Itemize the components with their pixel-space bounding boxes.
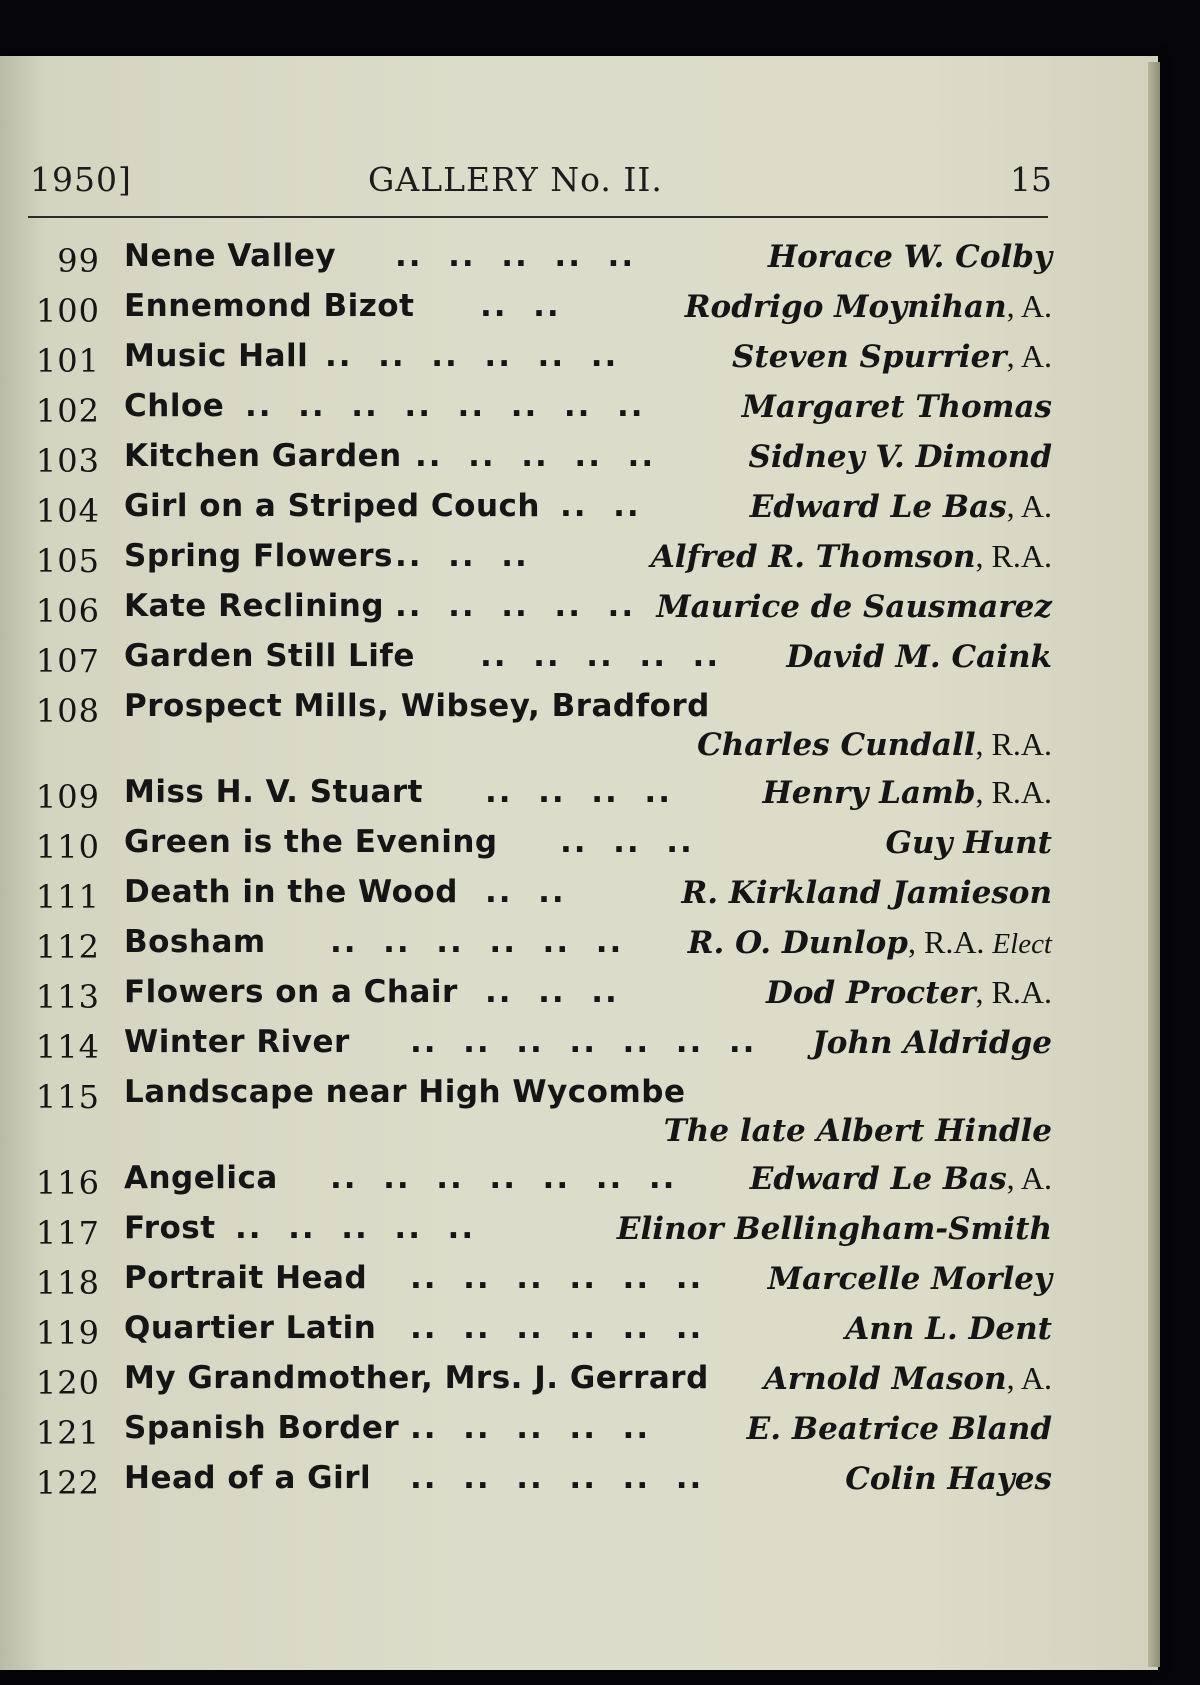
entry [0, 1410, 1158, 1460]
entry-title: Death in the Wood [124, 874, 458, 910]
entry-leader: .. .. .. [560, 824, 694, 860]
entry [0, 1160, 1158, 1210]
entry-number: 110 [35, 828, 100, 866]
artist-name: Edward Le Bas [749, 489, 1007, 525]
artist-name: Edward Le Bas [749, 1161, 1007, 1197]
entry-number: 106 [35, 592, 100, 630]
artist-name: R. O. Dunlop [687, 925, 908, 961]
artist-name: Colin Hayes [845, 1461, 1052, 1497]
artist-name: Sidney V. Dimond [748, 439, 1052, 475]
artist-name: E. Beatrice Bland [746, 1411, 1052, 1447]
entry-title: Angelica [124, 1160, 278, 1196]
entry-title: Frost [124, 1210, 216, 1246]
entry-artist [749, 438, 1052, 475]
entry-title: Prospect Mills, Wibsey, Bradford [124, 688, 710, 724]
artist-suffix: , A. [1006, 338, 1052, 374]
entry-number: 105 [35, 542, 100, 580]
entry-artist [617, 1210, 1052, 1247]
entry [0, 238, 1158, 288]
entry [0, 638, 1158, 688]
entry-artist [768, 1260, 1052, 1297]
entry-artist [697, 726, 1052, 763]
artist-name: Rodrigo Moynihan [684, 289, 1007, 325]
artist-suffix: , R.A. [975, 774, 1052, 810]
entry-leader: .. .. [560, 488, 641, 524]
artist-suffix-elect: Elect [992, 928, 1052, 960]
entry-leader: .. .. .. [395, 538, 529, 574]
entry-leader: .. .. .. .. .. .. .. .. [245, 388, 645, 424]
entry-leader: .. .. [485, 874, 566, 910]
entry-leader: .. .. .. .. .. .. [410, 1310, 704, 1346]
artist-name: Charles Cundall [697, 727, 976, 763]
entry-number: 115 [35, 1078, 100, 1116]
entry [0, 1260, 1158, 1310]
entry-number: 109 [35, 778, 100, 816]
entry-leader: .. .. .. .. .. .. [330, 924, 624, 960]
entry [0, 1210, 1158, 1260]
entry [0, 874, 1158, 924]
entry [0, 974, 1158, 1024]
entry-artist [656, 588, 1052, 625]
entry-artist [750, 488, 1052, 525]
artist-name: John Aldridge [812, 1025, 1052, 1061]
entry-number: 112 [35, 928, 100, 966]
entry-number: 107 [35, 642, 100, 680]
artist-name: Margaret Thomas [741, 389, 1052, 425]
entry-title: My Grandmother, Mrs. J. Gerrard [124, 1360, 709, 1396]
entry-title: Kitchen Garden [124, 438, 402, 474]
header-rule [28, 216, 1048, 218]
entry-title: Kate Reclining [124, 588, 385, 624]
artist-name: Steven Spurrier [732, 339, 1007, 375]
entry-number: 121 [35, 1414, 100, 1452]
entry-artist [768, 238, 1052, 275]
artist-suffix: , R.A. [975, 726, 1052, 762]
entry [0, 438, 1158, 488]
entry [0, 824, 1158, 874]
entry-leader: .. .. .. .. .. .. [410, 1260, 704, 1296]
entry-title: Quartier Latin [124, 1310, 377, 1346]
entry [0, 1024, 1158, 1074]
entry-leader: .. .. [480, 288, 561, 324]
artist-name: Guy Hunt [885, 825, 1052, 861]
header-year: 1950] [30, 160, 132, 199]
entry [0, 338, 1158, 388]
entry-title: Portrait Head [124, 1260, 368, 1296]
entry-title: Ennemond Bizot [124, 288, 415, 324]
header-page-number: 15 [1010, 160, 1052, 199]
entry-number: 113 [35, 978, 100, 1016]
entry-number: 119 [35, 1314, 100, 1352]
entry [0, 1310, 1158, 1360]
entry-leader: .. .. .. .. .. [410, 1410, 651, 1446]
artist-suffix: , R.A. [975, 974, 1052, 1010]
artist-name: Arnold Mason [763, 1361, 1007, 1397]
entry-artist [845, 1310, 1052, 1347]
entry-title: Nene Valley [124, 238, 337, 274]
entry-title: Green is the Evening [124, 824, 498, 860]
entry-artist [682, 874, 1052, 911]
entry-artist [750, 1160, 1052, 1197]
entry [0, 388, 1158, 438]
entry-artist [812, 1024, 1052, 1061]
artist-name: Ann L. Dent [845, 1311, 1052, 1347]
artist-name: Elinor Bellingham-Smith [616, 1211, 1052, 1247]
entry-leader: .. .. .. .. .. [395, 588, 636, 624]
entry [0, 488, 1158, 538]
entry-title: Landscape near High Wycombe [124, 1074, 686, 1110]
entry-artist [688, 924, 1052, 961]
entry [0, 1074, 1158, 1160]
entry-number: 114 [35, 1028, 100, 1066]
entry-artist [651, 538, 1052, 575]
entry-leader: .. .. .. .. .. [480, 638, 721, 674]
entry-title: Music Hall [124, 338, 309, 374]
header-title: GALLERY No. II. [368, 160, 663, 199]
entry-title: Spring Flowers [124, 538, 393, 574]
entry [0, 1360, 1158, 1410]
entry-number: 103 [35, 442, 100, 480]
entry-leader: .. .. .. .. .. [235, 1210, 476, 1246]
entry [0, 924, 1158, 974]
entry-leader: .. .. .. .. .. .. [410, 1460, 704, 1496]
entry [0, 538, 1158, 588]
artist-name: The late Albert Hindle [663, 1113, 1052, 1149]
entry-leader: .. .. .. [485, 974, 619, 1010]
artist-name: Maurice de Sausmarez [656, 589, 1052, 625]
entry [0, 588, 1158, 638]
entry-artist [766, 974, 1052, 1011]
entry-artist [762, 774, 1052, 811]
entry-title: Winter River [124, 1024, 350, 1060]
artist-name: Marcelle Morley [767, 1261, 1052, 1297]
artist-suffix: , A. [1006, 1160, 1052, 1196]
artist-name: Dod Procter [765, 975, 976, 1011]
entry-leader: .. .. .. .. .. .. .. [410, 1024, 757, 1060]
entry-title: Chloe [124, 388, 225, 424]
entry [0, 288, 1158, 338]
entry [0, 1460, 1158, 1510]
entry-number: 99 [57, 242, 100, 280]
entry-artist [764, 1360, 1052, 1397]
entry-number: 116 [35, 1164, 100, 1202]
entry-number: 101 [35, 342, 100, 380]
entry-number: 122 [35, 1464, 100, 1502]
entry-leader: .. .. .. .. [485, 774, 672, 810]
entry-title: Spanish Border [124, 1410, 400, 1446]
entry-number: 111 [35, 878, 100, 916]
entry-number: 120 [35, 1364, 100, 1402]
entry [0, 688, 1158, 774]
artist-name: David M. Caink [786, 639, 1052, 675]
entry-number: 100 [35, 292, 100, 330]
entry-artist [664, 1112, 1052, 1149]
artist-name: Henry Lamb [762, 775, 976, 811]
entry [0, 774, 1158, 824]
entry-title: Garden Still Life [124, 638, 415, 674]
entry-leader: .. .. .. .. .. [415, 438, 656, 474]
entry-artist [786, 638, 1052, 675]
entry-artist [747, 1410, 1052, 1447]
artist-suffix: , R.A. [975, 538, 1052, 574]
entry-artist [685, 288, 1052, 325]
artist-suffix: , A. [1006, 1360, 1052, 1396]
entry-artist [885, 824, 1052, 861]
artist-name: Alfred R. Thomson [650, 539, 976, 575]
entry-number: 104 [35, 492, 100, 530]
entry-artist [845, 1460, 1052, 1497]
entry-number: 118 [35, 1264, 100, 1302]
entry-number: 102 [35, 392, 100, 430]
running-head [0, 160, 1158, 200]
entry-title: Girl on a Striped Couch [124, 488, 540, 524]
artist-name: R. Kirkland Jamieson [681, 875, 1052, 911]
entry-leader: .. .. .. .. .. [395, 238, 636, 274]
entry-leader: .. .. .. .. .. .. .. [330, 1160, 677, 1196]
entry-number: 108 [35, 692, 100, 730]
entry-title: Miss H. V. Stuart [124, 774, 423, 810]
artist-suffix: , R.A. [907, 924, 993, 960]
artist-suffix: , A. [1006, 488, 1052, 524]
artist-suffix: , A. [1006, 288, 1052, 324]
entry-title: Bosham [124, 924, 266, 960]
entry-number: 117 [35, 1214, 100, 1252]
entry-artist [732, 338, 1052, 375]
artist-name: Horace W. Colby [767, 239, 1052, 275]
entries-list [0, 238, 1158, 1510]
entry-artist [742, 388, 1052, 425]
entry-title: Head of a Girl [124, 1460, 372, 1496]
entry-title: Flowers on a Chair [124, 974, 458, 1010]
entry-leader: .. .. .. .. .. .. [325, 338, 619, 374]
